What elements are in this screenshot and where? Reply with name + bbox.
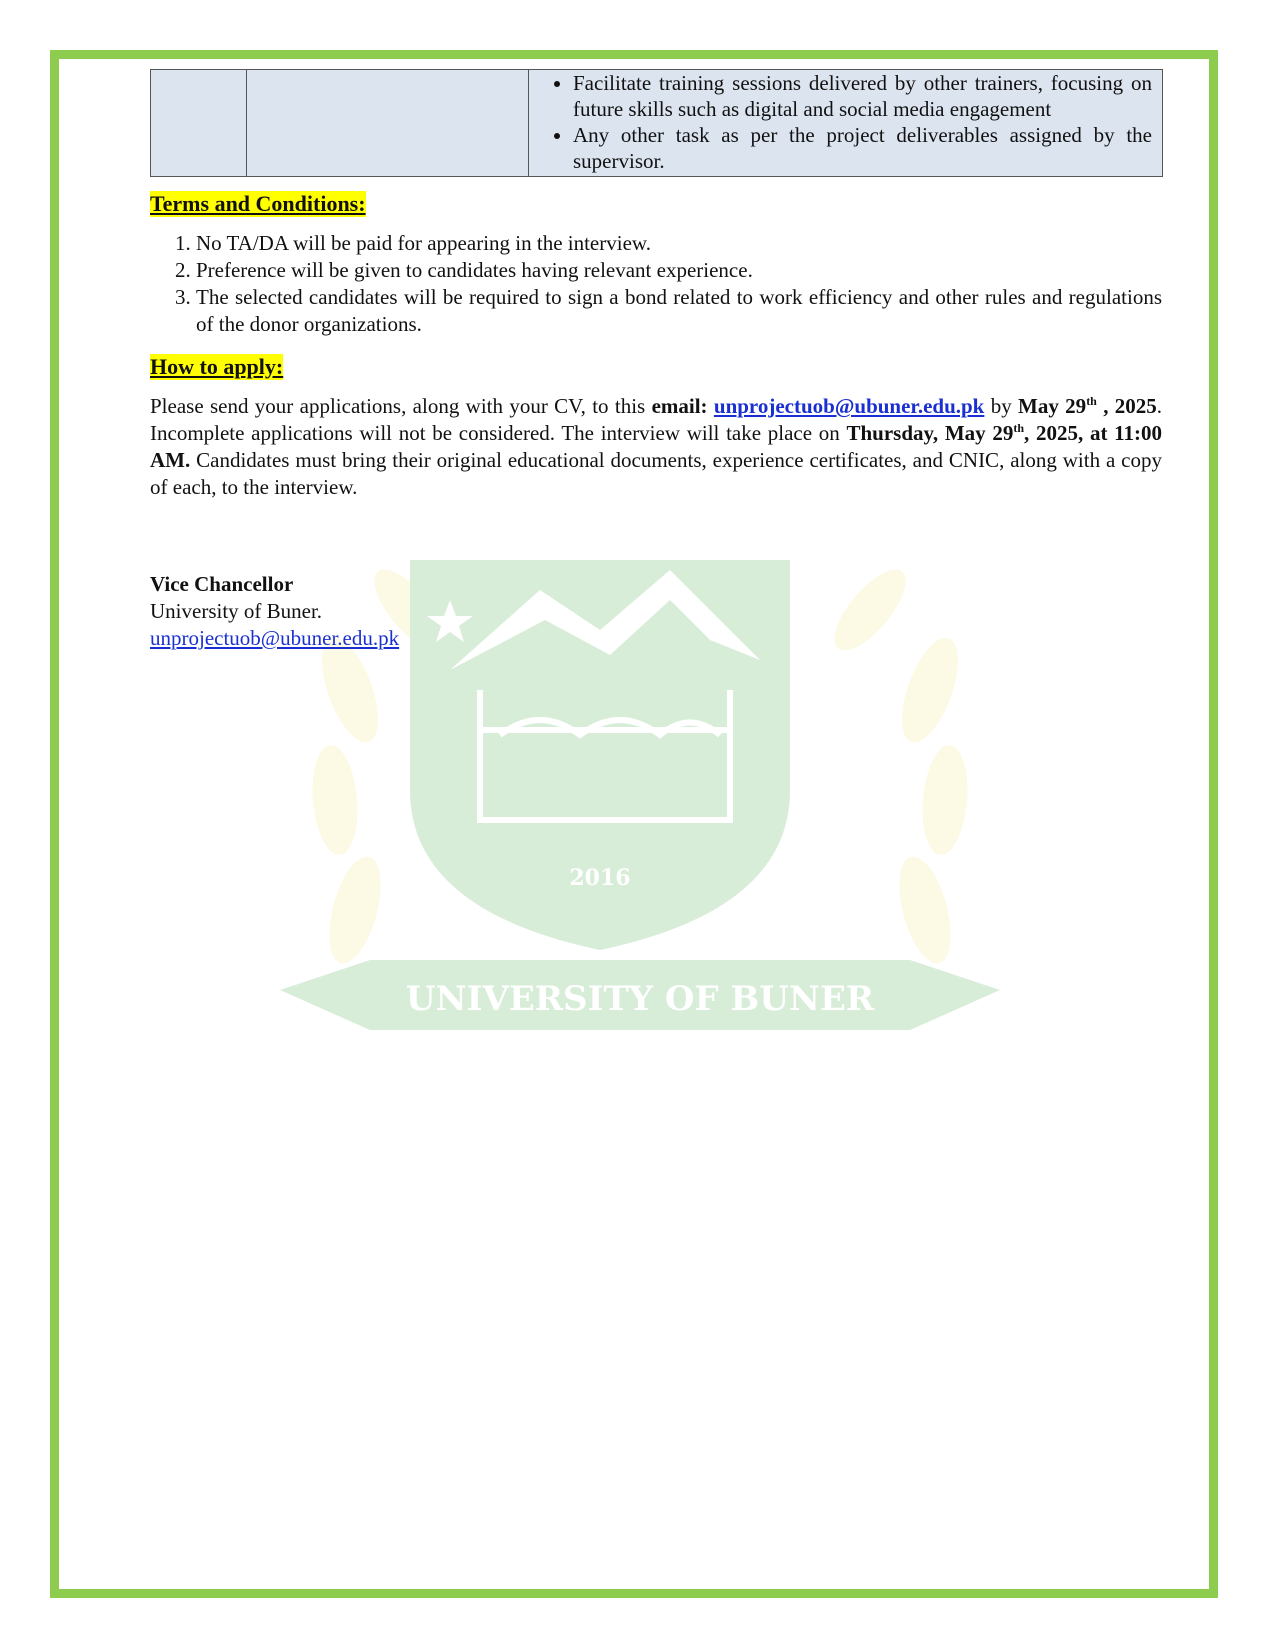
email-label: email: [651,394,708,418]
terms-list [150,230,1162,338]
list-item: • Any other task as per the project deliverables assigned by the supervisor. [573,122,1152,174]
table-row [151,70,1163,177]
apply-text: Please send your applications, along with your CV, to this [150,394,652,418]
table-cell-empty [151,70,247,177]
apply-email-link[interactable]: unprojectuob@ubuner.edu.pk [713,394,985,418]
apply-paragraph [150,393,1162,501]
seal-banner-text: UNIVERSITY OF BUNER [405,979,875,1019]
list-item: 3. The selected candidates will be required to sign a bond related to work efficiency and other rules and regulations of the donor organizations. [196,284,1162,338]
duties-table [150,69,1163,177]
seal-year: 2016 [569,865,631,891]
interview-date: Thursday, May 29th, 2025, at 11:00 AM. [150,421,1163,472]
list-item: • Facilitate training sessions delivered by other trainers, focusing on future skills such as digital and social media engagement [573,70,1152,122]
deadline-date: May 29th , 2025 [1018,394,1157,418]
list-item: 2. Preference will be given to candidates having relevant experience. [196,257,1162,284]
apply-text: by [984,394,1019,418]
duties-list [529,70,1162,176]
duties-cell [529,70,1163,177]
terms-heading: Terms and Conditions: [150,191,366,216]
signature-email-link[interactable]: unprojectuob@ubuner.edu.pk [150,626,400,650]
signature-block [150,571,1162,652]
signatory-title: Vice Chancellor [150,572,294,596]
apply-text: . Incomplete applications will not be considered. The interview will take place on [150,394,1163,445]
document-body [150,69,1162,652]
table-cell-empty [247,70,529,177]
apply-text: Candidates must bring their original educational documents, experience certificates, and CNIC, along with a copy of each, to the interview. [150,448,1162,499]
signatory-organization: University of Buner. [150,599,323,623]
list-item: 1. No TA/DA will be paid for appearing in the interview. [196,230,1162,257]
apply-heading: How to apply: [150,354,284,379]
